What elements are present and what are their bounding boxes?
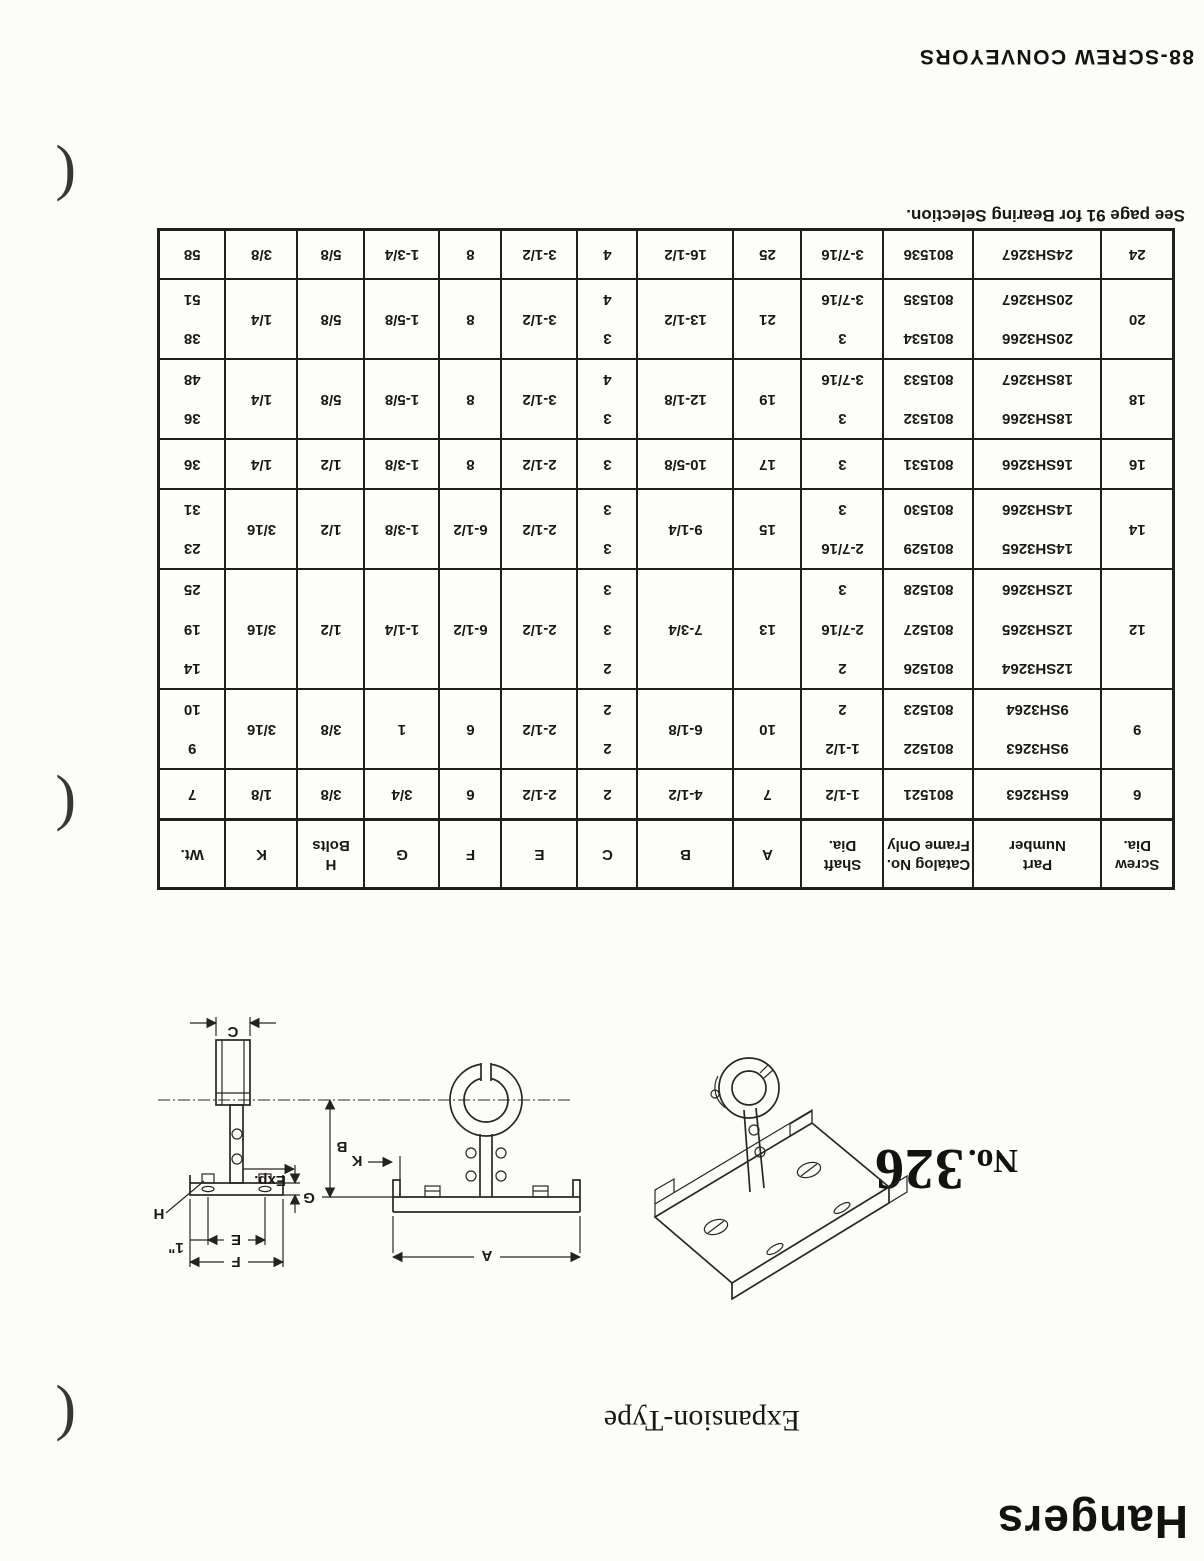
cell-part-number: 18SH3266 xyxy=(974,400,1102,440)
cell-dim-c: 3 xyxy=(578,610,638,650)
model-number-value: 326 xyxy=(873,1137,964,1202)
cell-dim-h: 5/8 xyxy=(298,280,365,360)
cell-shaft-dia: 3 xyxy=(802,490,884,530)
table-row xyxy=(159,650,1174,690)
cell-dim-f: 6-1/2 xyxy=(440,490,502,570)
cell-dim-h: 1/2 xyxy=(298,440,365,490)
col-header-f: F xyxy=(440,820,502,889)
table-row xyxy=(159,440,1174,490)
cell-wt: 7 xyxy=(159,770,226,820)
cell-catalog-no: 801534 xyxy=(884,320,974,360)
cell-dim-k: 1/8 xyxy=(226,770,298,820)
cell-dim-b: 12-1/8 xyxy=(638,360,734,440)
cell-shaft-dia: 3 xyxy=(802,400,884,440)
cell-part-number: 12SH3266 xyxy=(974,570,1102,610)
cell-wt: 58 xyxy=(159,230,226,280)
cell-dim-k: 3/8 xyxy=(226,230,298,280)
dim-label-one-inch: 1" xyxy=(168,1239,184,1256)
page-title: Hangers xyxy=(996,1496,1188,1548)
cell-wt: 51 xyxy=(159,280,226,320)
cell-dim-f: 8 xyxy=(440,360,502,440)
bearing-selection-note: See page 91 for Bearing Selection. xyxy=(906,206,1185,225)
cell-shaft-dia: 2-7/16 xyxy=(802,530,884,570)
cell-dim-c: 2 xyxy=(578,730,638,770)
table-row xyxy=(159,770,1174,820)
dim-label-c: C xyxy=(227,1023,239,1040)
cell-dim-e: 3-1/2 xyxy=(502,230,578,280)
cell-dim-c: 3 xyxy=(578,530,638,570)
cell-shaft-dia: 1-1/2 xyxy=(802,770,884,820)
cell-dim-c: 2 xyxy=(578,690,638,730)
cell-dim-b: 9-1/4 xyxy=(638,490,734,570)
page-subtitle: Expansion-Type xyxy=(603,1404,800,1437)
cell-wt: 23 xyxy=(159,530,226,570)
cell-wt: 25 xyxy=(159,570,226,610)
cell-screw-dia: 20 xyxy=(1102,280,1174,360)
cell-dim-k: 1/4 xyxy=(226,360,298,440)
cell-catalog-no: 801533 xyxy=(884,360,974,400)
dim-label-k: K xyxy=(351,1152,363,1169)
table-header-row xyxy=(159,820,1174,889)
hanger-dimension-figure xyxy=(150,999,600,1289)
cell-dim-c: 2 xyxy=(578,650,638,690)
cell-dim-f: 6 xyxy=(440,690,502,770)
cell-screw-dia: 14 xyxy=(1102,490,1174,570)
col-header-e: E xyxy=(502,820,578,889)
cell-dim-b: 4-1/2 xyxy=(638,770,734,820)
cell-dim-h: 1/2 xyxy=(298,490,365,570)
cell-part-number: 16SH3266 xyxy=(974,440,1102,490)
cell-screw-dia: 24 xyxy=(1102,230,1174,280)
hanger-isometric-figure xyxy=(612,1030,912,1300)
cell-catalog-no: 801530 xyxy=(884,490,974,530)
cell-dim-a: 7 xyxy=(734,770,802,820)
cell-wt: 36 xyxy=(159,400,226,440)
cell-dim-e: 2-1/2 xyxy=(502,440,578,490)
cell-dim-g: 1-3/4 xyxy=(365,230,440,280)
cell-wt: 36 xyxy=(159,440,226,490)
cell-dim-b: 10-5/8 xyxy=(638,440,734,490)
cell-screw-dia: 6 xyxy=(1102,770,1174,820)
cell-dim-e: 2-1/2 xyxy=(502,570,578,690)
cell-dim-c: 3 xyxy=(578,570,638,610)
col-header-c: C xyxy=(578,820,638,889)
dim-label-exp: Exp. xyxy=(254,1172,286,1189)
cell-screw-dia: 18 xyxy=(1102,360,1174,440)
table-row xyxy=(159,230,1174,280)
cell-dim-b: 7-3/4 xyxy=(638,570,734,690)
cell-dim-c: 4 xyxy=(578,280,638,320)
cell-dim-g: 1-5/8 xyxy=(365,360,440,440)
cell-dim-c: 3 xyxy=(578,400,638,440)
scan-mark: ( xyxy=(55,774,76,842)
cell-dim-k: 3/16 xyxy=(226,490,298,570)
cell-catalog-no: 801526 xyxy=(884,650,974,690)
table-row xyxy=(159,400,1174,440)
cell-dim-c: 3 xyxy=(578,490,638,530)
cell-catalog-no: 801529 xyxy=(884,530,974,570)
cell-dim-g: 1 xyxy=(365,690,440,770)
cell-dim-h: 5/8 xyxy=(298,230,365,280)
cell-shaft-dia: 3-7/16 xyxy=(802,280,884,320)
col-header-part-number: Part Number xyxy=(974,820,1102,889)
cell-wt: 14 xyxy=(159,650,226,690)
table-row xyxy=(159,320,1174,360)
cell-dim-c: 3 xyxy=(578,440,638,490)
cell-dim-a: 15 xyxy=(734,490,802,570)
cell-dim-a: 21 xyxy=(734,280,802,360)
dim-label-e: E xyxy=(230,1231,242,1248)
cell-catalog-no: 801532 xyxy=(884,400,974,440)
col-header-a: A xyxy=(734,820,802,889)
cell-dim-f: 6-1/2 xyxy=(440,570,502,690)
col-header-screw-dia: Screw Dia. xyxy=(1102,820,1174,889)
scan-mark: ( xyxy=(55,1384,76,1452)
cell-shaft-dia: 2 xyxy=(802,650,884,690)
col-header-b: B xyxy=(638,820,734,889)
cell-dim-b: 6-1/8 xyxy=(638,690,734,770)
dim-label-b: B xyxy=(336,1138,348,1155)
cell-dim-h: 3/8 xyxy=(298,690,365,770)
cell-dim-c: 2 xyxy=(578,770,638,820)
cell-dim-b: 16-1/2 xyxy=(638,230,734,280)
cell-shaft-dia: 2 xyxy=(802,690,884,730)
cell-wt: 10 xyxy=(159,690,226,730)
dim-label-h: H xyxy=(153,1205,165,1222)
cell-part-number: 20SH3266 xyxy=(974,320,1102,360)
cell-dim-k: 3/16 xyxy=(226,570,298,690)
cell-catalog-no: 801528 xyxy=(884,570,974,610)
cell-dim-e: 3-1/2 xyxy=(502,360,578,440)
cell-dim-f: 8 xyxy=(440,440,502,490)
cell-shaft-dia: 3-7/16 xyxy=(802,230,884,280)
cell-wt: 19 xyxy=(159,610,226,650)
cell-dim-k: 1/4 xyxy=(226,440,298,490)
cell-shaft-dia: 2-7/16 xyxy=(802,610,884,650)
cell-catalog-no: 801521 xyxy=(884,770,974,820)
cell-part-number: 14SH3265 xyxy=(974,530,1102,570)
dim-label-f: F xyxy=(231,1253,241,1270)
table-row xyxy=(159,730,1174,770)
cell-screw-dia: 16 xyxy=(1102,440,1174,490)
cell-catalog-no: 801536 xyxy=(884,230,974,280)
cell-shaft-dia: 3 xyxy=(802,570,884,610)
cell-dim-e: 2-1/2 xyxy=(502,690,578,770)
col-header-g: G xyxy=(365,820,440,889)
dim-label-g: G xyxy=(303,1189,315,1206)
cell-catalog-no: 801531 xyxy=(884,440,974,490)
cell-part-number: 18SH3267 xyxy=(974,360,1102,400)
cell-dim-g: 1-5/8 xyxy=(365,280,440,360)
cell-part-number: 6SH3263 xyxy=(974,770,1102,820)
col-header-wt: Wt. xyxy=(159,820,226,889)
cell-dim-f: 8 xyxy=(440,280,502,360)
col-header-catalog-no: Catalog No. Frame Only xyxy=(884,820,974,889)
cell-dim-a: 17 xyxy=(734,440,802,490)
cell-shaft-dia: 3-7/16 xyxy=(802,360,884,400)
cell-dim-h: 1/2 xyxy=(298,570,365,690)
cell-dim-h: 5/8 xyxy=(298,360,365,440)
scan-mark: ( xyxy=(55,144,76,212)
cell-wt: 31 xyxy=(159,490,226,530)
cell-catalog-no: 801527 xyxy=(884,610,974,650)
cell-part-number: 12SH3265 xyxy=(974,610,1102,650)
cell-wt: 48 xyxy=(159,360,226,400)
cell-dim-e: 2-1/2 xyxy=(502,490,578,570)
dim-label-a: A xyxy=(481,1247,493,1264)
cell-part-number: 20SH3267 xyxy=(974,280,1102,320)
cell-dim-a: 13 xyxy=(734,570,802,690)
cell-catalog-no: 801535 xyxy=(884,280,974,320)
cell-dim-g: 1-3/8 xyxy=(365,440,440,490)
cell-shaft-dia: 3 xyxy=(802,440,884,490)
cell-shaft-dia: 1-1/2 xyxy=(802,730,884,770)
model-number-prefix: No. xyxy=(967,1142,1018,1179)
cell-dim-c: 4 xyxy=(578,360,638,400)
cell-dim-g: 3/4 xyxy=(365,770,440,820)
col-header-shaft-dia: Shaft Dia. xyxy=(802,820,884,889)
cell-dim-a: 10 xyxy=(734,690,802,770)
cell-dim-f: 8 xyxy=(440,230,502,280)
cell-part-number: 14SH3266 xyxy=(974,490,1102,530)
cell-dim-h: 3/8 xyxy=(298,770,365,820)
cell-dim-k: 1/4 xyxy=(226,280,298,360)
cell-dim-a: 25 xyxy=(734,230,802,280)
cell-shaft-dia: 3 xyxy=(802,320,884,360)
cell-dim-g: 1-3/8 xyxy=(365,490,440,570)
cell-dim-c: 3 xyxy=(578,320,638,360)
cell-screw-dia: 9 xyxy=(1102,690,1174,770)
page-footer: 88-SCREW CONVEYORS xyxy=(918,45,1194,68)
cell-part-number: 9SH3264 xyxy=(974,690,1102,730)
cell-dim-b: 13-1/2 xyxy=(638,280,734,360)
cell-part-number: 12SH3264 xyxy=(974,650,1102,690)
col-header-h-bolts: H Bolts xyxy=(298,820,365,889)
cell-dim-e: 3-1/2 xyxy=(502,280,578,360)
cell-catalog-no: 801522 xyxy=(884,730,974,770)
cell-dim-k: 3/16 xyxy=(226,690,298,770)
cell-dim-f: 6 xyxy=(440,770,502,820)
table-row xyxy=(159,530,1174,570)
hanger-dimensions-table xyxy=(157,228,1175,890)
cell-part-number: 9SH3263 xyxy=(974,730,1102,770)
cell-dim-e: 2-1/2 xyxy=(502,770,578,820)
cell-part-number: 24SH3267 xyxy=(974,230,1102,280)
cell-wt: 38 xyxy=(159,320,226,360)
cell-dim-c: 4 xyxy=(578,230,638,280)
cell-dim-a: 19 xyxy=(734,360,802,440)
cell-catalog-no: 801523 xyxy=(884,690,974,730)
cell-screw-dia: 12 xyxy=(1102,570,1174,690)
col-header-k: K xyxy=(226,820,298,889)
cell-wt: 9 xyxy=(159,730,226,770)
cell-dim-g: 1-1/4 xyxy=(365,570,440,690)
